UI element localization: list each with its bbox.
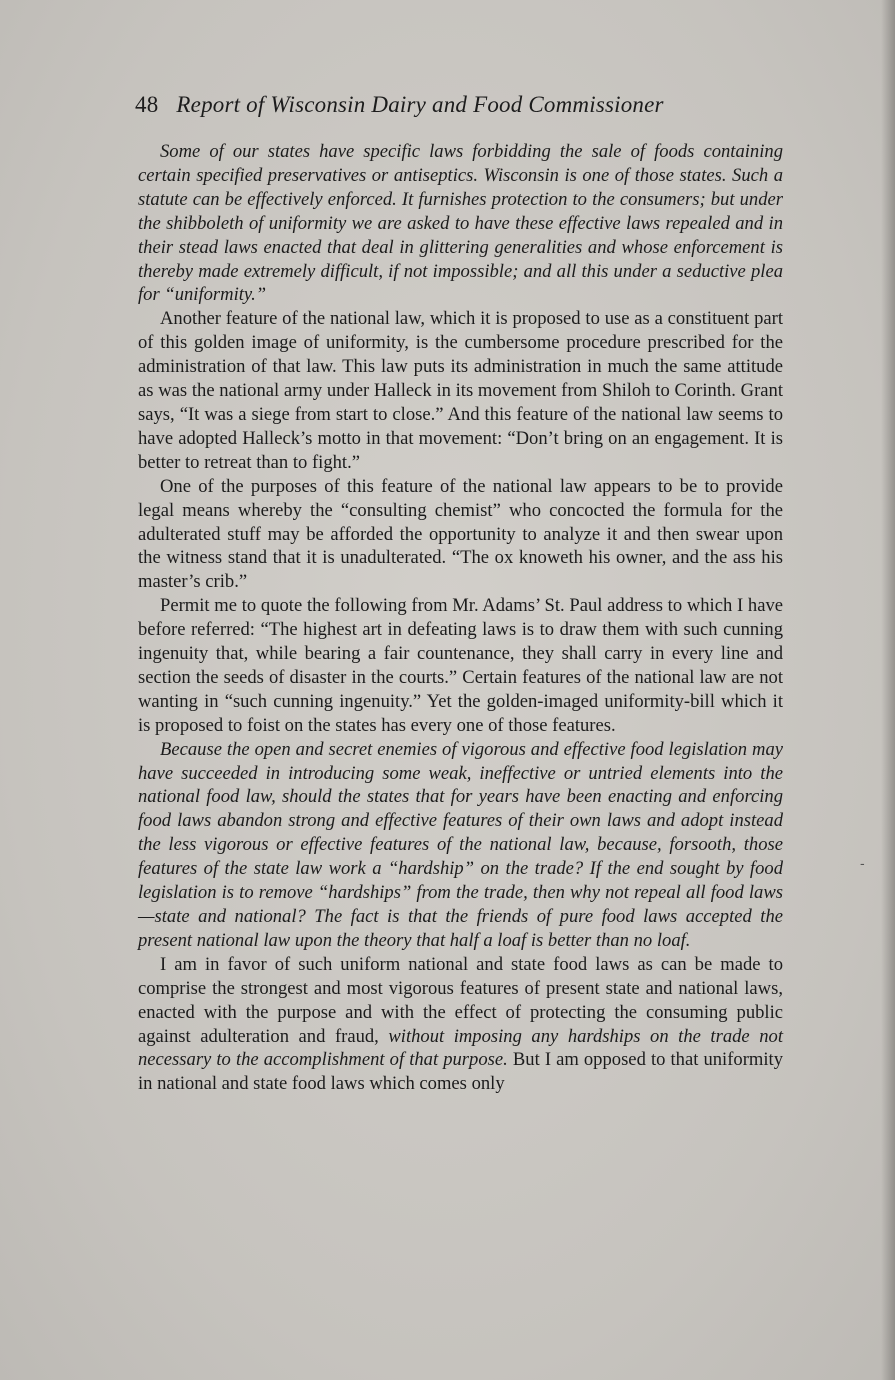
running-title: Report of Wisconsin Dairy and Food Commissioner xyxy=(176,92,664,117)
paragraph-uniform-laws-start: I am in favor of such uniform national and state food laws as can be made to comprise the strongest and most vigorous features of present state and national laws, enacted with the purpose and with the effect of protecting the consuming public against adulteration and fraud, xyxy=(138,953,783,1047)
paragraph-uniform-laws-end: But I am opposed to that uniformity in national and state food laws which comes only xyxy=(138,1049,783,1095)
margin-mark: - xyxy=(860,855,865,871)
paragraph-cumbersome-procedure: Another feature of the national law, which it is proposed to use as a constituent part of this golden image of uniformity, is the cumbersome procedure prescribed for the administration of that law. This law puts its administration in much the same attitude as was the national army under Halleck in its movement from Shiloh to Corinth. Grant says, “It was a siege from start to close.” And this feature of the national law seems to have adopted Halleck’s motto in that movement: “Don’t bring on an engagement. It is better to retreat than to fight.” xyxy=(138,308,783,473)
body-text xyxy=(138,140,783,1096)
page-edge-shadow xyxy=(881,0,895,1380)
paragraph-consulting-chemist: One of the purposes of this feature of the national law appears to be to provide legal means whereby the “consulting chemist” who concocted the formula for the adulterated stuff may be afforded the opportunity to analyze it and then swear upon the witness stand that it is unadulterated. “The ox knoweth his owner, and the ass his master’s crib.” xyxy=(138,475,783,593)
paragraph-adams-quote: Permit me to quote the following from Mr. Adams’ St. Paul address to which I have before referred: “The highest art in defeating laws is to draw them with such cunning ingenuity that, while bearing a fair countenance, they shall carry in every line and section the seeds of disaster in the courts.” Certain features of the national law are not wanting in “such cunning ingenuity.” Yet the golden-imaged uniformity-bill which it is proposed to foist on the states has every one of those features. xyxy=(138,595,783,736)
paragraph-open-secret-enemies: Because the open and secret enemies of vigorous and effective food legislation may have succeeded in introducing some weak, ineffective or untried elements into the national food law, should the states that for years have been enacting and enforcing food laws abandon strong and effective features of their own laws and adopt instead the less vigorous or effective features of the national law, because, forsooth, those features of the state law work a “hardship” on the trade? If the end sought by food legislation is to remove “hardships” from the trade, then why not repeal all food laws—state and national? The fact is that the friends of pure food laws accepted the present national law upon the theory that half a loaf is better than no loaf. xyxy=(138,738,783,951)
paragraph-uniform-laws-emphasis: without imposing any hardships on the trade not necessary to the accomplishment of that purpose. xyxy=(138,1025,783,1071)
page-number: 48 xyxy=(135,92,159,117)
paragraph-uniformity-preservatives: Some of our states have specific laws forbidding the sale of foods containing certain specified preservatives or antiseptics. Wisconsin is one of those states. Such a statute can be effectively enforced. It furnishes protection to the consumers; but under the shibboleth of uniformity we are asked to have these effective laws repealed and in their stead laws enacted that deal in glittering generalities and whose enforcement is thereby made extremely difficult, if not impossible; and all this under a seductive plea for “uniformity.” xyxy=(138,141,783,306)
paragraph-uniform-laws xyxy=(138,953,783,1096)
running-head xyxy=(135,92,785,118)
